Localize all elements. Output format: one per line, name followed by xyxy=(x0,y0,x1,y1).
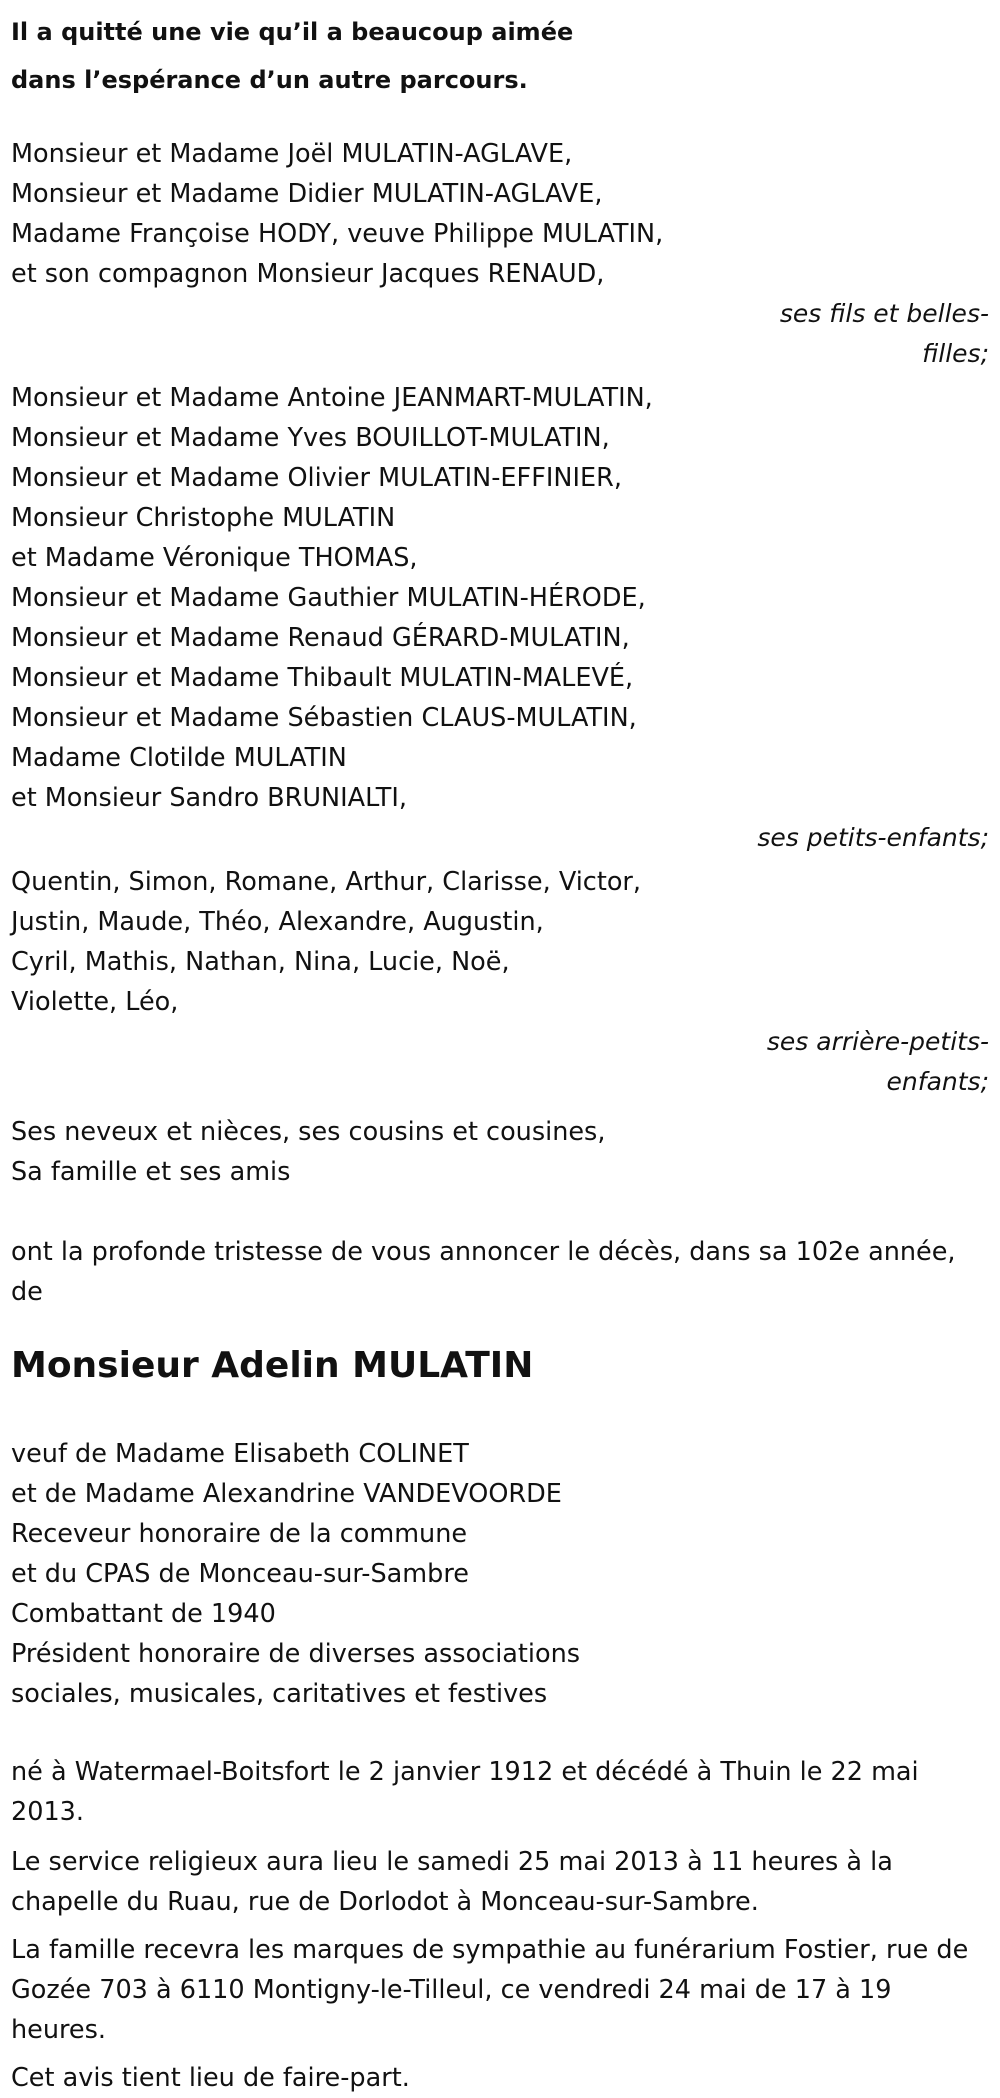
relation-line: ses fils et belles- xyxy=(779,299,989,328)
list-item: et Madame Véronique THOMAS, xyxy=(11,543,418,573)
epigraph-line: Il a quitté une vie qu’il a beaucoup aimée xyxy=(11,18,574,46)
list-item: et son compagnon Monsieur Jacques RENAUD, xyxy=(11,259,605,289)
visitation-paragraph: La famille recevra les marques de sympathie au funérarium Fostier, rue de Gozée 703 à 6110 Montigny-le-Tilleul, ce vendredi 24 mai de 17 à 19 heures. xyxy=(11,1935,969,2045)
service-paragraph: Le service religieux aura lieu le samedi 25 mai 2013 à 11 heures à la chapelle du Ruau, rue de Dorlodot à Monceau-sur-Sambre. xyxy=(11,1847,893,1917)
list-item: Justin, Maude, Théo, Alexandre, Augustin, xyxy=(11,907,544,937)
deceased-name: Monsieur Adelin MULATIN xyxy=(11,1345,534,1386)
list-item: Monsieur et Madame Renaud GÉRARD-MULATIN, xyxy=(11,623,630,653)
list-item: Monsieur et Madame Joël MULATIN-AGLAVE, xyxy=(11,139,573,169)
grandchildren-relation xyxy=(11,818,989,858)
announcement-line: ont la profonde tristesse de vous annoncer le décès, dans sa 102e année, xyxy=(11,1237,956,1267)
list-item: Madame Clotilde MULATIN xyxy=(11,743,347,773)
great-grandchildren-relation xyxy=(11,1022,989,1102)
detail-line: Combattant de 1940 xyxy=(11,1599,276,1629)
list-item: Ses neveux et nièces, ses cousins et cousines, xyxy=(11,1117,606,1147)
epigraph xyxy=(11,0,989,104)
announcement-line: de xyxy=(11,1277,43,1307)
closing-line: Cet avis tient lieu de faire-part. xyxy=(11,2063,410,2093)
relation-line: ses petits-enfants; xyxy=(757,823,989,852)
detail-line: Président honoraire de diverses associations xyxy=(11,1639,581,1669)
children-list xyxy=(11,134,989,294)
great-grandchildren-list xyxy=(11,862,989,1022)
list-item: Madame Françoise HODY, veuve Philippe MULATIN, xyxy=(11,219,664,249)
list-item: Violette, Léo, xyxy=(11,987,179,1017)
list-item: Monsieur et Madame Gauthier MULATIN-HÉRODE, xyxy=(11,583,646,613)
list-item: Monsieur et Madame Antoine JEANMART-MULATIN, xyxy=(11,383,653,413)
extended-family xyxy=(11,1112,989,1192)
epigraph-line: dans l’espérance d’un autre parcours. xyxy=(11,66,528,94)
relation-line: ses arrière-petits- xyxy=(766,1027,989,1056)
detail-line: Receveur honoraire de la commune xyxy=(11,1519,468,1549)
children-relation xyxy=(11,294,989,374)
birth-death-paragraph: né à Watermael-Boitsfort le 2 janvier 1912 et décédé à Thuin le 22 mai 2013. xyxy=(11,1757,919,1827)
relation-line: enfants; xyxy=(886,1067,989,1096)
list-item: Monsieur Christophe MULATIN xyxy=(11,503,396,533)
detail-line: sociales, musicales, caritatives et festives xyxy=(11,1679,548,1709)
list-item: Monsieur et Madame Sébastien CLAUS-MULATIN, xyxy=(11,703,637,733)
list-item: Monsieur et Madame Olivier MULATIN-EFFINIER, xyxy=(11,463,622,493)
relation-line: filles; xyxy=(922,339,989,368)
list-item: Sa famille et ses amis xyxy=(11,1157,291,1187)
obituary-notice xyxy=(11,0,989,2098)
list-item: Monsieur et Madame Yves BOUILLOT-MULATIN, xyxy=(11,423,610,453)
list-item: Monsieur et Madame Thibault MULATIN-MALEVÉ, xyxy=(11,663,634,693)
list-item: Cyril, Mathis, Nathan, Nina, Lucie, Noë, xyxy=(11,947,510,977)
detail-line: veuf de Madame Elisabeth COLINET xyxy=(11,1439,469,1469)
list-item: Monsieur et Madame Didier MULATIN-AGLAVE, xyxy=(11,179,603,209)
list-item: Quentin, Simon, Romane, Arthur, Clarisse, Victor, xyxy=(11,867,642,897)
detail-line: et du CPAS de Monceau-sur-Sambre xyxy=(11,1559,469,1589)
grandchildren-list xyxy=(11,378,989,818)
detail-line: et de Madame Alexandrine VANDEVOORDE xyxy=(11,1479,562,1509)
deceased-details xyxy=(11,1434,989,1714)
list-item: et Monsieur Sandro BRUNIALTI, xyxy=(11,783,407,813)
announcement xyxy=(11,1232,989,1312)
